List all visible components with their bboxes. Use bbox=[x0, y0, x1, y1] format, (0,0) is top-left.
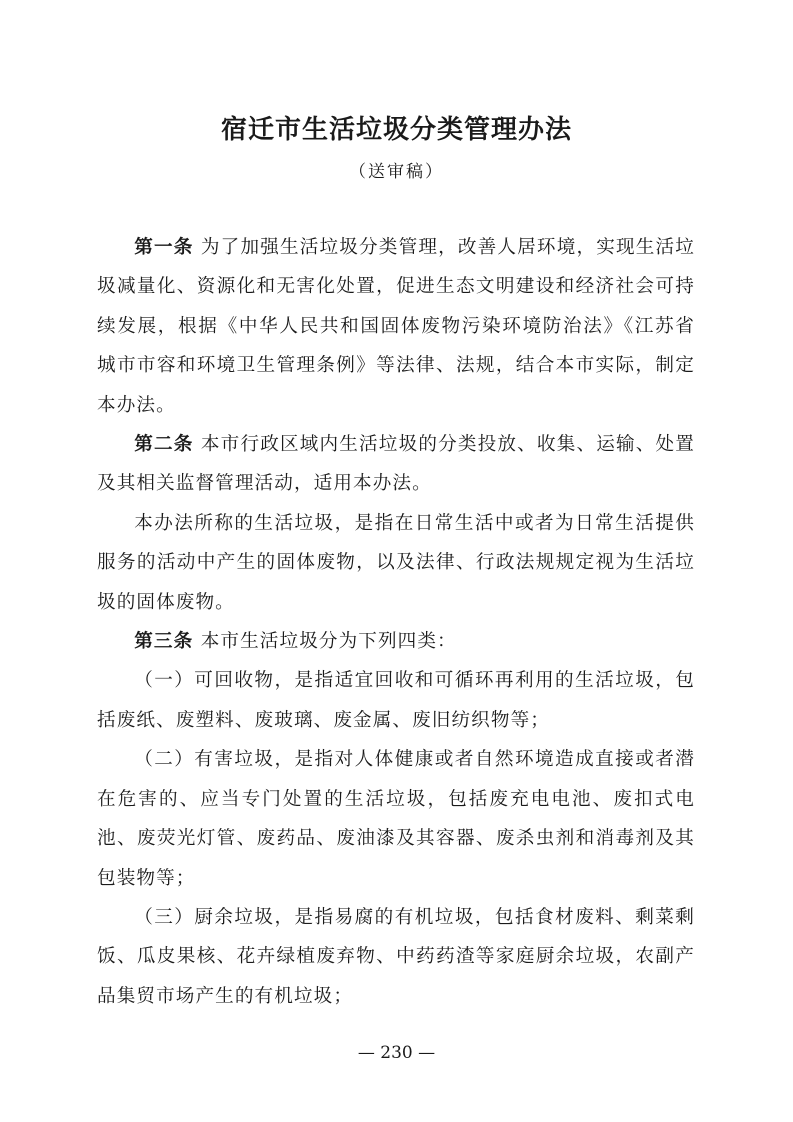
paragraph-text: （一）可回收物，是指适宜回收和可循环再利用的生活垃圾，包括废纸、废塑料、废玻璃、废金属、废旧纺织物等； bbox=[97, 670, 695, 731]
article-label: 第一条 bbox=[134, 237, 194, 258]
article-label: 第二条 bbox=[134, 434, 194, 456]
paragraph-article-3 bbox=[97, 622, 695, 661]
paragraph-text: 本办法所称的生活垃圾，是指在日常生活中或者为日常生活提供服务的活动中产生的固体废物，以及法律、行政法规规定视为生活垃圾的固体废物。 bbox=[97, 512, 695, 613]
document-title: 宿迁市生活垃圾分类管理办法 bbox=[220, 115, 572, 145]
document-body bbox=[97, 228, 695, 1016]
paragraph-text: （三）厨余垃圾，是指易腐的有机垃圾，包括食材废料、剩菜剩饭、瓜皮果核、花卉绿植废弃物、中药药渣等家庭厨余垃圾，农副产品集贸市场产生的有机垃圾； bbox=[97, 906, 695, 1007]
paragraph-text: 为了加强生活垃圾分类管理，改善人居环境，实现生活垃圾减量化、资源化和无害化处置，促进生态文明建设和经济社会可持续发展，根据《中华人民共和国固体废物污染环境防治法》《江苏省城市市容和环境卫生管理条例》等法律、法规，结合本市实际，制定本办法。 bbox=[97, 237, 695, 416]
paragraph-text: 本市生活垃圾分为下列四类： bbox=[200, 631, 457, 653]
paragraph-definition bbox=[97, 504, 695, 622]
paragraph-item-1 bbox=[97, 661, 695, 740]
paragraph-item-2 bbox=[97, 740, 695, 898]
document-subtitle: （送审稿） bbox=[349, 162, 444, 182]
paragraph-text: （二）有害垃圾，是指对人体健康或者自然环境造成直接或者潜在危害的、应当专门处置的生活垃圾，包括废充电电池、废扣式电池、废荧光灯管、废药品、废油漆及其容器、废杀虫剂和消毒剂及其包装物等； bbox=[97, 749, 695, 889]
paragraph-article-2 bbox=[97, 425, 695, 504]
page-number: — 230 — bbox=[357, 1043, 436, 1063]
article-label: 第三条 bbox=[134, 631, 194, 653]
paragraph-item-3 bbox=[97, 898, 695, 1016]
paragraph-article-1 bbox=[97, 228, 695, 425]
paragraph-text: 本市行政区域内生活垃圾的分类投放、收集、运输、处置及其相关监督管理活动，适用本办法。 bbox=[97, 434, 695, 495]
